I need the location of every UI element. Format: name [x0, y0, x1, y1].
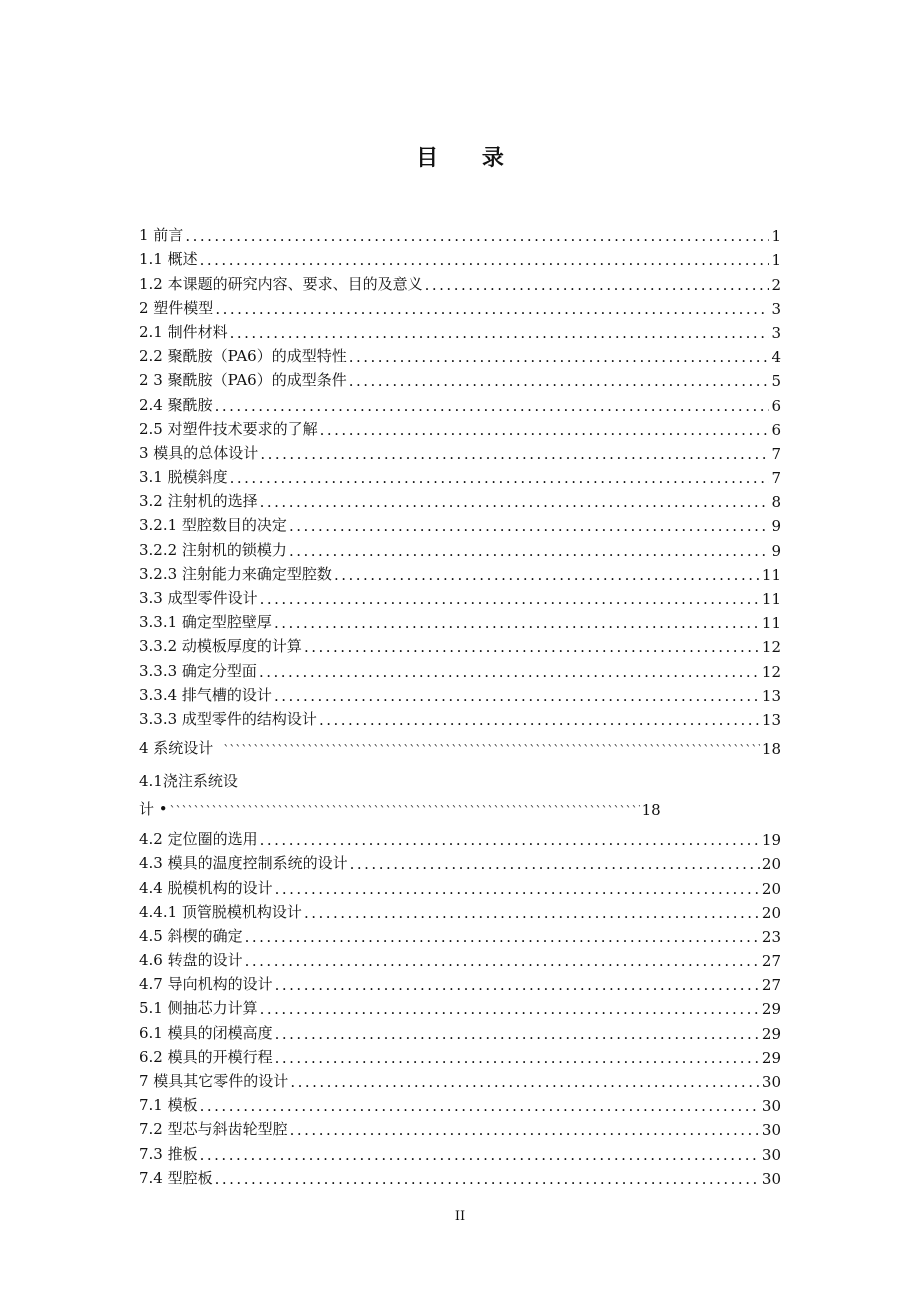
toc-entry-label: 3.3.3 成型零件的结构设计: [139, 709, 317, 728]
toc-entry-label: 4.7 导向机构的设计: [139, 975, 273, 994]
toc-entry-page: 6: [771, 396, 781, 415]
toc-entry-label: 3 模具的总体设计: [139, 443, 259, 462]
toc-entry[interactable]: [139, 825, 781, 849]
toc-entry[interactable]: [139, 681, 781, 705]
toc-entry-page: 9: [771, 541, 781, 560]
toc-leader: [200, 1097, 760, 1115]
toc-leader: [245, 952, 760, 970]
toc-entry-page: 23: [761, 927, 781, 946]
page-title: 目 录: [416, 146, 522, 171]
toc-entry[interactable]: [139, 737, 781, 758]
toc-entry-page: 11: [761, 614, 781, 633]
toc-leader: [319, 711, 760, 729]
toc-entry-page: 27: [761, 952, 781, 971]
toc-entry[interactable]: [139, 994, 781, 1018]
toc-leader: [260, 445, 769, 463]
toc-entry[interactable]: [139, 318, 781, 342]
toc-entry-page: 13: [761, 686, 781, 705]
toc-leader: [200, 251, 770, 269]
toc-entry-continuation[interactable]: [139, 798, 781, 819]
toc-entry[interactable]: [139, 922, 781, 946]
toc-entry-label: 7.2 型芯与斜齿轮型腔: [139, 1120, 288, 1139]
toc-entry-label: 4 系统设计: [139, 738, 214, 757]
toc-entry[interactable]: [139, 487, 781, 511]
toc-entry-label: 1 前言: [139, 226, 184, 245]
toc-entry-label: 2.2 聚酰胺（PA6）的成型特性: [139, 347, 347, 366]
toc-leader: [260, 1000, 760, 1018]
toc-entry-label: 7 模具其它零件的设计: [139, 1072, 289, 1090]
toc-entry[interactable]: [139, 511, 781, 535]
toc-leader: [334, 566, 760, 584]
toc-entry-page: 30: [761, 1121, 781, 1140]
toc-entry-label: 6.2 模具的开模行程: [139, 1047, 273, 1066]
toc-entry-label: 1.2 本课题的研究内容、要求、目的及意义: [139, 274, 423, 293]
toc-section-a: [139, 221, 781, 729]
toc-leader: [215, 1170, 760, 1188]
toc-entry[interactable]: [139, 705, 781, 729]
toc-entry-page: 7: [771, 444, 781, 463]
toc-entry[interactable]: [139, 269, 781, 293]
toc-entry-label: 7.4 型腔板: [139, 1168, 213, 1187]
toc-leader: [289, 542, 770, 560]
toc-leader: [275, 976, 760, 994]
toc-entry[interactable]: [139, 294, 781, 318]
toc-entry[interactable]: [139, 584, 781, 608]
toc-leader: [274, 614, 760, 632]
toc-leader: [260, 590, 760, 608]
toc-entry[interactable]: [139, 898, 781, 922]
toc-leader: [185, 227, 769, 245]
toc-entry-page: 18: [641, 800, 661, 819]
toc-entry-page: 13: [761, 710, 781, 729]
toc-entry-page: 5: [771, 372, 781, 391]
toc-entry-label: 6.1 模具的闭模高度: [139, 1023, 273, 1042]
toc-entry-page: 8: [771, 493, 781, 512]
toc-entry-label: 4.4.1 顶管脱模机构设计: [139, 902, 302, 921]
toc-leader: [349, 372, 770, 390]
toc-entry-page: 20: [761, 879, 781, 898]
toc-entry[interactable]: [139, 560, 781, 584]
toc-entry[interactable]: [139, 873, 781, 897]
toc-entry-page: 30: [761, 1145, 781, 1164]
table-of-contents: [139, 221, 781, 1188]
toc-entry[interactable]: [139, 946, 781, 970]
toc-entry-page: 11: [761, 565, 781, 584]
toc-leader: [304, 638, 760, 656]
toc-entry[interactable]: [139, 608, 781, 632]
toc-entry[interactable]: [139, 632, 781, 656]
toc-entry-page: 2: [771, 275, 781, 294]
toc-leader: [259, 663, 760, 681]
toc-entry[interactable]: [139, 849, 781, 873]
toc-entry[interactable]: [139, 366, 781, 390]
toc-leader: [275, 880, 760, 898]
toc-entry-page: 18: [761, 739, 781, 758]
toc-entry-label: 1.1 概述: [139, 250, 198, 269]
toc-entry-label: 2.5 对塑件技术要求的了解: [139, 419, 318, 438]
toc-entry-label: 3.2.2 注射机的锁模力: [139, 540, 287, 559]
toc-entry-page: 30: [761, 1097, 781, 1116]
toc-entry-label: 2.1 制件材料: [139, 322, 228, 341]
toc-entry[interactable]: [139, 1043, 781, 1067]
toc-entry-page: 19: [761, 831, 781, 850]
toc-entry-label: 4.6 转盘的设计: [139, 951, 243, 970]
toc-entry-page: 11: [761, 590, 781, 608]
toc-entry-page: 4: [771, 348, 781, 367]
toc-entry-label: 7.1 模板: [139, 1096, 198, 1115]
toc-entry-label: 5.1 侧抽芯力计算: [139, 999, 258, 1018]
toc-entry-label: 4.2 定位圈的选用: [139, 830, 258, 849]
toc-entry[interactable]: [139, 535, 781, 559]
toc-entry-label: 2.4 聚酰胺: [139, 395, 213, 414]
toc-leader: [350, 855, 760, 873]
toc-entry-page: 3: [771, 323, 781, 342]
toc-leader: [230, 469, 770, 487]
toc-leader: [349, 348, 770, 366]
toc-entry[interactable]: [139, 1139, 781, 1163]
toc-entry-page: 30: [761, 1169, 781, 1188]
toc-entry-page: 29: [761, 1048, 781, 1067]
toc-leader: [245, 928, 760, 946]
toc-entry-page: 9: [771, 517, 781, 536]
toc-entry-page: 12: [761, 662, 781, 681]
toc-entry-label: 计 •: [139, 799, 168, 818]
toc-entry-page: 1: [771, 251, 781, 270]
toc-entry-label: 7.3 推板: [139, 1144, 198, 1163]
toc-entry-label: 3.2.3 注射能力来确定型腔数: [139, 564, 332, 583]
toc-entry-page: 1: [771, 227, 781, 246]
toc-entry[interactable]: [139, 245, 781, 269]
toc-leader: [290, 1121, 760, 1139]
toc-entry[interactable]: [139, 1164, 781, 1188]
toc-entry-label: 3.3.4 排气槽的设计: [139, 685, 272, 704]
toc-leader: [260, 493, 770, 511]
toc-entry-page: 7: [771, 469, 781, 488]
toc-entry-label: 3.2 注射机的选择: [139, 492, 258, 511]
toc-entry-label: 3.3.2 动模板厚度的计算: [139, 637, 302, 656]
toc-entry[interactable]: [139, 1067, 781, 1091]
toc-leader: [215, 300, 769, 318]
toc-entry-label: 4.4 脱模机构的设计: [139, 878, 273, 897]
toc-leader: [274, 687, 760, 705]
toc-entry-label: 3.2.1 型腔数目的决定: [139, 516, 287, 535]
toc-entry-label: 2 3 聚酰胺（PA6）的成型条件: [139, 371, 347, 390]
toc-entry[interactable]: [139, 342, 781, 366]
toc-entry-page: 30: [761, 1073, 781, 1091]
toc-entry-page: 3: [771, 299, 781, 318]
toc-leader: [260, 831, 760, 849]
toc-entry-label: 3.3 成型零件设计: [139, 589, 258, 607]
toc-entry[interactable]: [139, 221, 781, 245]
toc-entry-label: 3.3.3 确定分型面: [139, 661, 257, 680]
toc-leader: [290, 1073, 760, 1091]
toc-leader: [215, 397, 770, 415]
toc-entry[interactable]: [139, 1091, 781, 1115]
page-number: II: [454, 1209, 466, 1224]
toc-leader: [223, 740, 760, 758]
toc-entry-label: 4.5 斜楔的确定: [139, 926, 243, 945]
toc-leader: [170, 801, 640, 819]
toc-leader: [275, 1025, 760, 1043]
toc-entry-page: 12: [761, 638, 781, 657]
toc-entry-page: 20: [761, 855, 781, 874]
toc-entry[interactable]: [139, 439, 781, 463]
toc-entry-page: 27: [761, 976, 781, 995]
toc-entry[interactable]: [139, 390, 781, 414]
toc-entry[interactable]: [139, 415, 781, 439]
toc-leader: [425, 276, 770, 294]
toc-leader: [275, 1049, 760, 1067]
toc-entry-label: 2 塑件模型: [139, 298, 214, 317]
toc-entry[interactable]: [139, 970, 781, 994]
toc-entry[interactable]: [139, 1115, 781, 1139]
toc-entry-wrapped-label[interactable]: 4.1浇注系统设: [139, 771, 238, 790]
toc-entry[interactable]: [139, 463, 781, 487]
toc-entry-page: 20: [761, 903, 781, 922]
toc-leader: [200, 1146, 760, 1164]
toc-entry-label: 3.1 脱模斜度: [139, 468, 228, 487]
toc-entry[interactable]: [139, 1018, 781, 1042]
toc-entry[interactable]: [139, 656, 781, 680]
toc-leader: [320, 421, 770, 439]
toc-entry-page: 6: [771, 420, 781, 439]
toc-entry-page: 29: [761, 1000, 781, 1019]
toc-entry-label: 3.3.1 确定型腔壁厚: [139, 613, 272, 632]
toc-leader: [289, 517, 770, 535]
toc-entry-page: 29: [761, 1024, 781, 1043]
toc-section-b: [139, 825, 781, 1188]
toc-leader: [230, 324, 770, 342]
toc-entry-label: 4.3 模具的温度控制系统的设计: [139, 854, 348, 873]
toc-leader: [304, 904, 760, 922]
